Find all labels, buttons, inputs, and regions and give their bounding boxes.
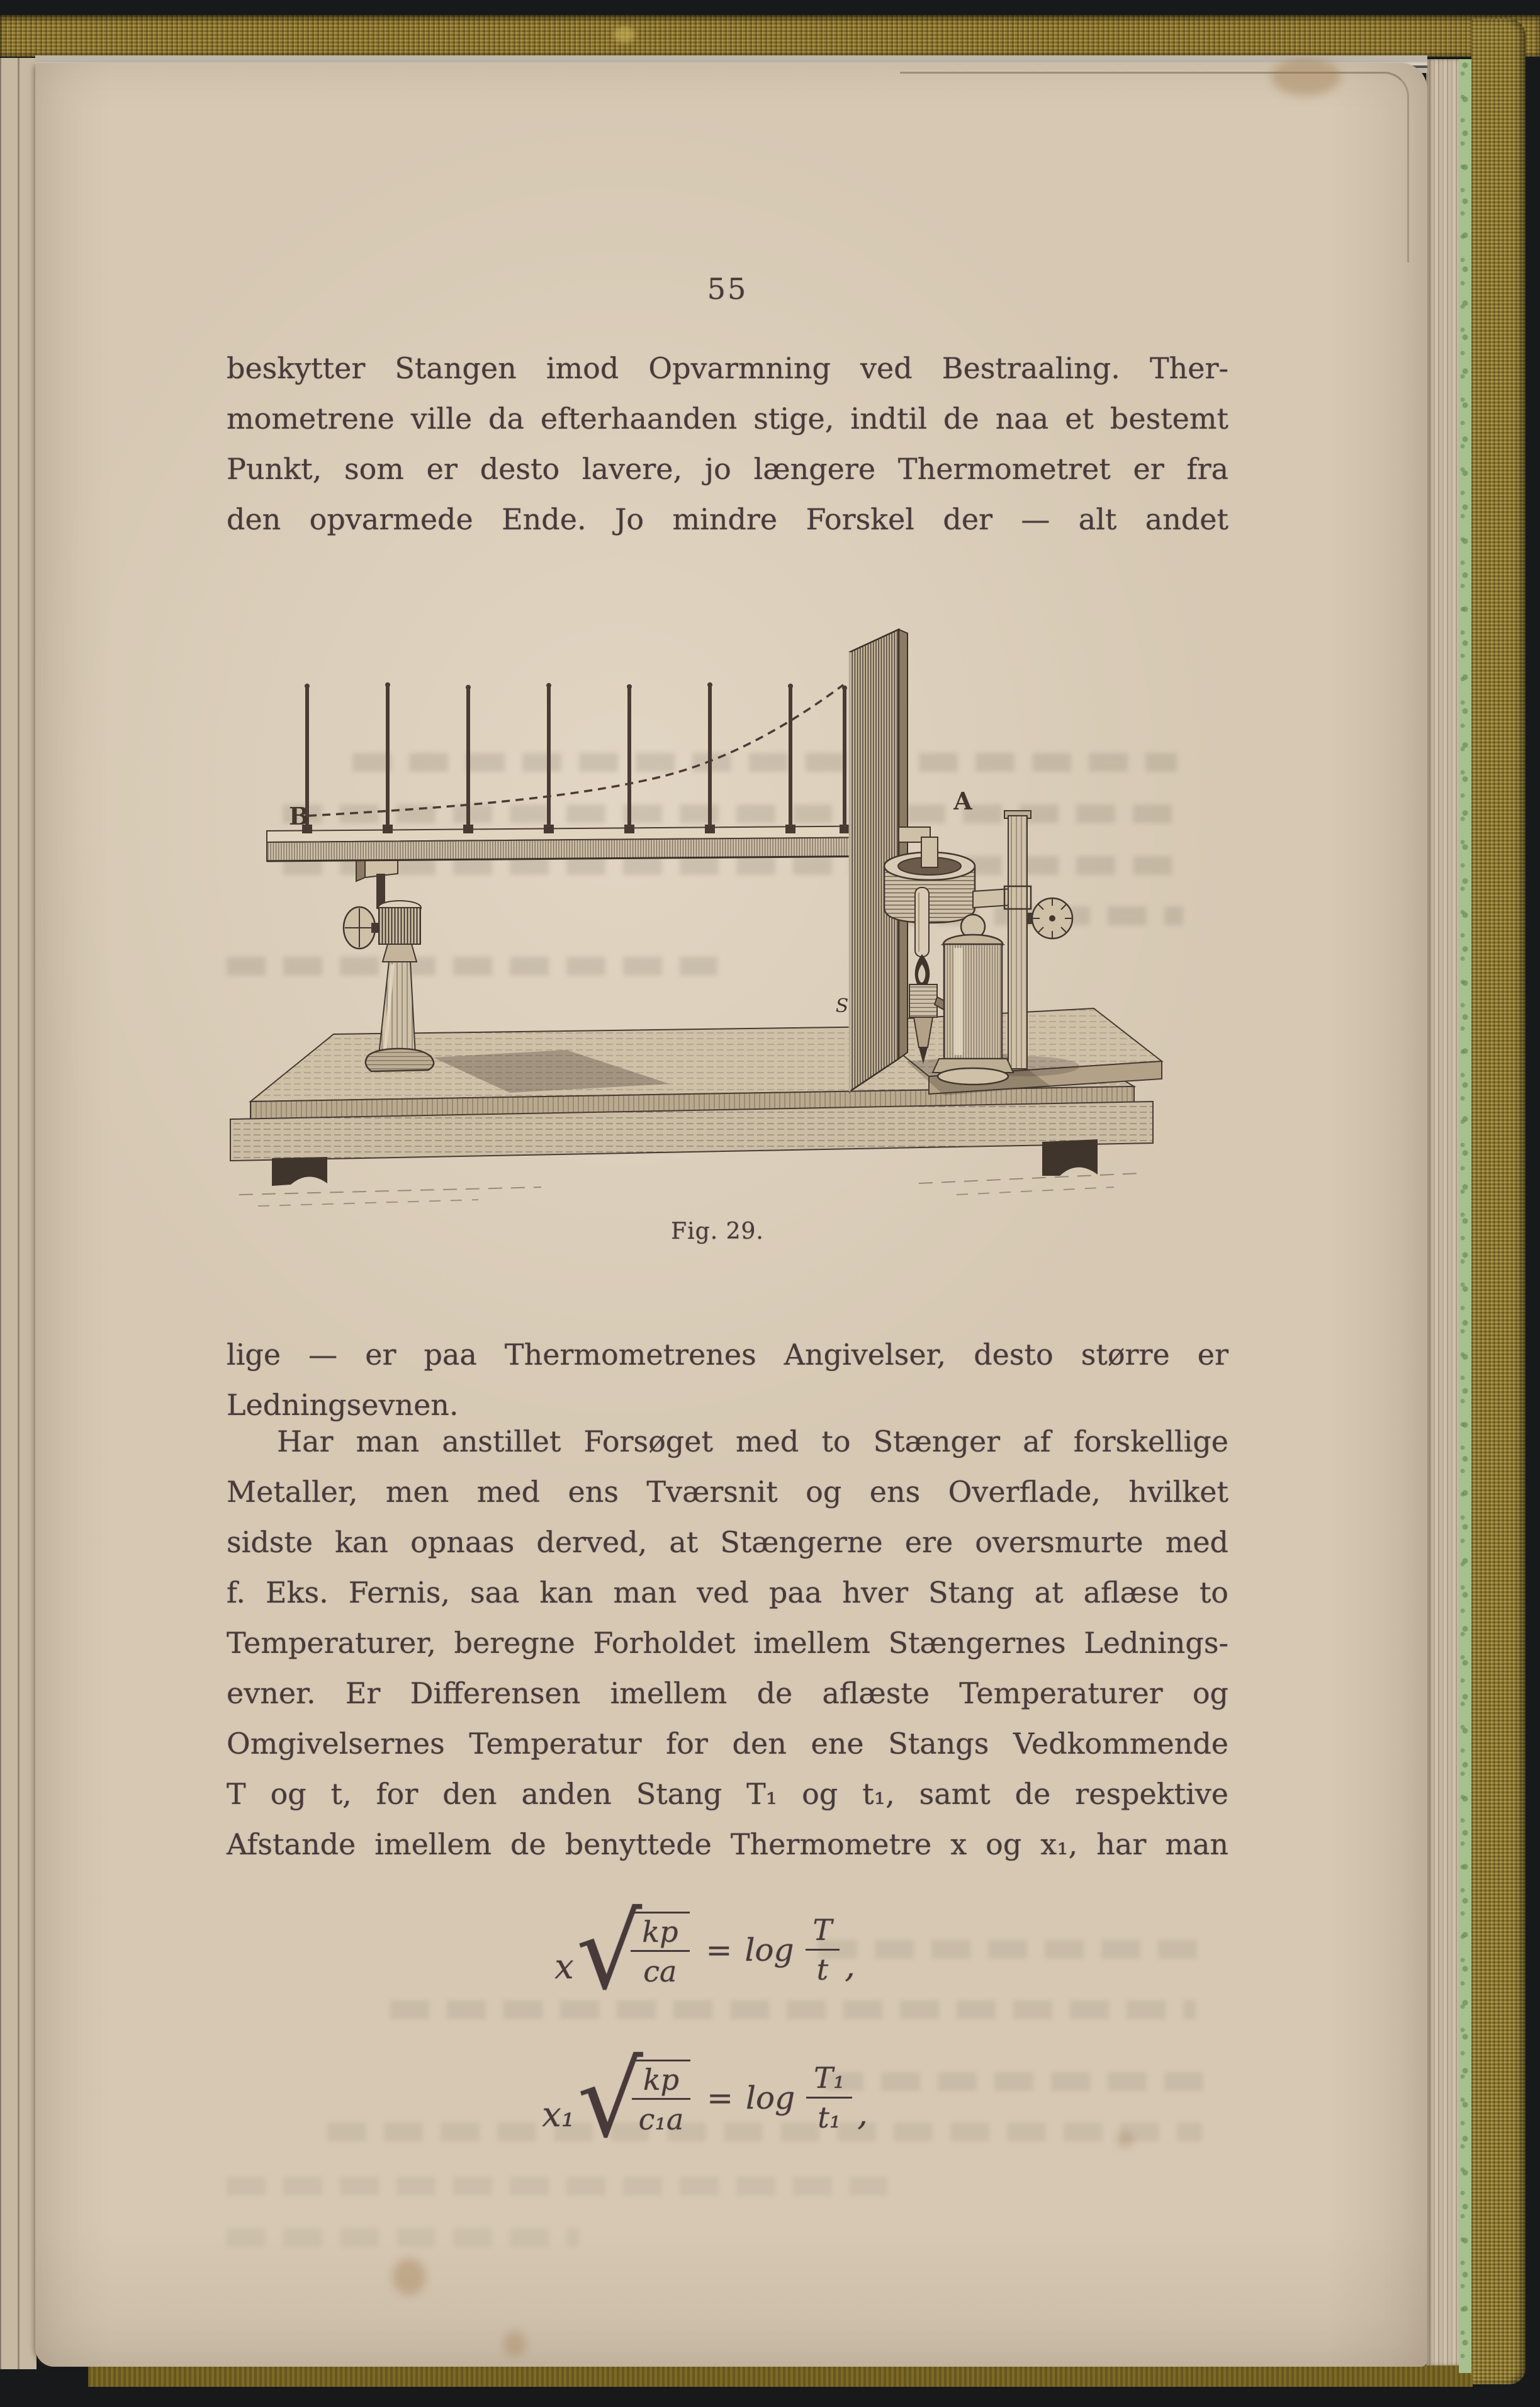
log-operator: log	[746, 2080, 795, 2116]
fraction-denominator: t₁	[818, 2100, 841, 2134]
stain	[1271, 58, 1340, 96]
equals-sign: =	[707, 2080, 734, 2116]
figure-label-S: S	[835, 995, 849, 1017]
text-line: mometrene ville da efterhaanden stige, indtil de naa et bestemt	[227, 402, 1228, 436]
text-line: Ledningsevnen.	[227, 1388, 459, 1422]
paragraph-2	[227, 1329, 1228, 1430]
paragraph-1	[227, 343, 1228, 544]
figure-label-B: B	[288, 802, 310, 830]
book-cover-right-band	[1471, 19, 1526, 2384]
text-line: Har man anstillet Forsøget med to Stænger af forskellige	[277, 1424, 1228, 1458]
book-cover-bottom-sliver	[88, 2365, 1473, 2387]
equals-sign: =	[705, 1932, 733, 1968]
fraction-numerator: T	[806, 1914, 840, 1951]
text-line: den opvarmede Ende. Jo mindre Forskel der — alt andet	[227, 502, 1228, 536]
formula-2	[466, 2032, 944, 2164]
fraction-numerator: T₁	[806, 2062, 852, 2099]
radicand-numerator: kp	[631, 1912, 689, 1952]
paragraph-3	[227, 1416, 1228, 1869]
stain	[614, 26, 635, 43]
bleed-through-artifact	[227, 2177, 887, 2196]
text-line: lige — er paa Thermometrenes Angivelser, desto større er	[227, 1338, 1228, 1372]
formula-comma: ,	[857, 2095, 868, 2133]
figure-rod-with-thermometers	[267, 682, 901, 861]
text-line: sidste kan opnaas derved, at Stængerne ere oversmurte med	[227, 1525, 1228, 1559]
stain	[393, 2258, 425, 2295]
text-line: T og t, for den anden Stang T₁ og t₁, samt de respektive	[227, 1777, 1228, 1811]
book-fore-edge-pages	[1426, 59, 1459, 2365]
text-line: Metaller, men med ens Tværsnit og ens Overflade, hvilket	[227, 1475, 1228, 1509]
book-cover-top-band	[0, 15, 1540, 57]
text-line: f. Eks. Fernis, saa kan man ved paa hver Stang at aflæse to	[227, 1576, 1228, 1609]
figure-caption: Fig. 29.	[671, 1219, 764, 1244]
fraction-denominator: t	[816, 1953, 829, 1987]
formula-1	[466, 1887, 944, 2013]
text-line: Omgivelsernes Temperatur for den ene Stangs Vedkommende	[227, 1727, 1228, 1761]
torn-page-remnant	[0, 58, 37, 2369]
text-line: beskytter Stangen imod Opvarmning ved Bestraaling. Ther-	[227, 351, 1228, 385]
text-line: Temperaturer, beregne Forholdet imellem Stængernes Lednings-	[227, 1626, 1228, 1660]
temperature-ratio-fraction	[806, 1914, 840, 1985]
bleed-through-artifact	[227, 2228, 579, 2247]
radicand-numerator: kp	[632, 2060, 690, 2100]
formula-coefficient: x	[554, 1946, 574, 1987]
text-line: Punkt, som er desto lavere, jo længere Thermometret er fra	[227, 452, 1228, 486]
book-endpaper-strip	[1459, 59, 1471, 2373]
text-line: Afstande imellem de benyttede Thermometre x og x₁, har man	[227, 1827, 1228, 1861]
page-number: 55	[707, 272, 748, 306]
radical-sign: √	[576, 1892, 643, 2013]
text-line: evner. Er Differensen imellem de aflæste Temperaturer og	[227, 1676, 1228, 1710]
temperature-ratio-fraction	[806, 2062, 852, 2133]
radical-sign: √	[577, 2040, 643, 2161]
radicand-denominator: ca	[643, 1954, 677, 1988]
radicand-denominator: c₁a	[638, 2102, 684, 2136]
formula-comma: ,	[845, 1948, 855, 1985]
stain	[503, 2331, 526, 2357]
figure-label-A: A	[953, 787, 972, 815]
figure-engraving-apparatus	[214, 617, 1183, 1253]
formula-coefficient: x₁	[542, 2094, 575, 2134]
log-operator: log	[745, 1932, 794, 1968]
